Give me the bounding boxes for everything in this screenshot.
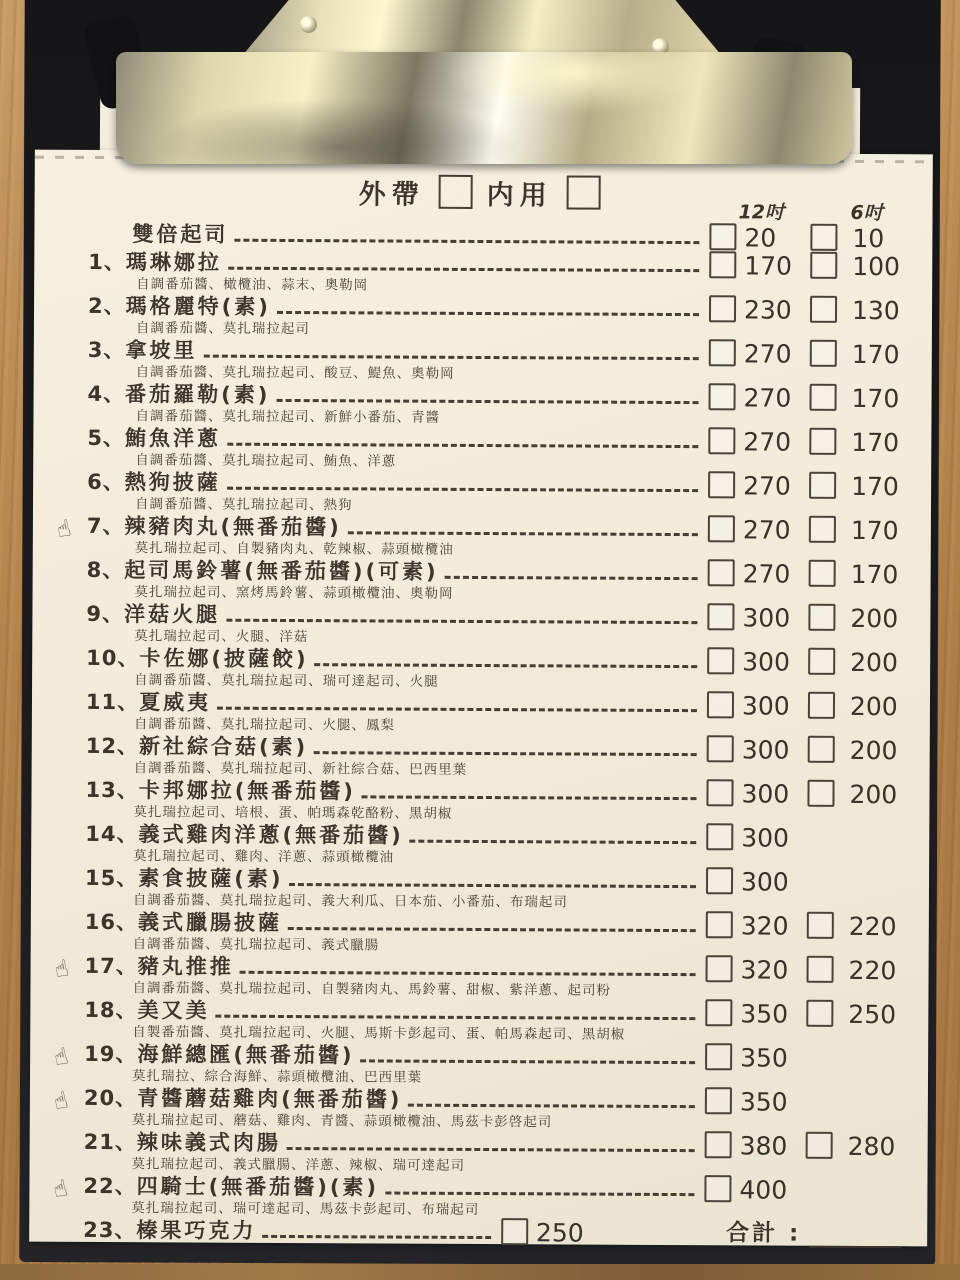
price-6inch: 200 — [849, 691, 898, 722]
item-name: 素食披薩(素) — [138, 866, 284, 891]
item-name: 卡邦娜拉(無番茄醬) — [138, 778, 357, 804]
item-name: 鮪魚洋蔥 — [124, 426, 222, 451]
dash-leader — [203, 355, 698, 361]
item-name-row — [84, 996, 902, 1030]
item-ingredients: 自調番茄醬、莫扎瑞拉起司、火腿、鳳梨 — [133, 716, 395, 734]
dash-leader — [445, 576, 698, 580]
dash-leader — [408, 1104, 695, 1109]
price-12inch: 380 — [739, 1131, 788, 1161]
size12-checkbox[interactable] — [706, 779, 733, 806]
price-12inch: 270 — [742, 559, 791, 589]
price-12inch: 300 — [741, 779, 790, 809]
dash-leader — [234, 239, 699, 244]
item-name-row — [51, 1084, 902, 1117]
extra-name: 雙倍起司 — [132, 222, 229, 247]
size12-checkbox[interactable] — [501, 1218, 528, 1245]
item-name: 辣豬肉丸(無番茄醬) — [124, 514, 342, 540]
size6-checkbox[interactable] — [808, 604, 835, 631]
clip-screw-left — [300, 16, 317, 33]
size12-checkbox[interactable] — [707, 735, 734, 762]
price-12inch: 300 — [742, 647, 790, 677]
size6-checkbox[interactable] — [807, 956, 834, 983]
item-name-row — [87, 380, 906, 414]
menu-item — [84, 864, 903, 912]
price-6inch: 10 — [852, 223, 885, 254]
item-number: 22、 — [83, 1173, 137, 1199]
dash-leader — [315, 663, 698, 668]
menu-item — [51, 1084, 902, 1132]
item-number: 13、 — [85, 777, 139, 803]
item-number: 23、 — [83, 1217, 137, 1243]
clipboard-clip — [116, 52, 852, 164]
size6-checkbox[interactable] — [809, 472, 836, 499]
item-name-row — [86, 644, 904, 678]
size12-checkbox[interactable] — [706, 955, 733, 982]
dash-leader — [410, 840, 697, 845]
size12-checkbox[interactable] — [705, 1043, 732, 1070]
item-number: 7、 — [86, 513, 125, 539]
size12-checkbox[interactable] — [709, 295, 736, 322]
item-number: 18、 — [84, 997, 138, 1023]
menu-item — [87, 336, 906, 384]
price-12inch: 270 — [743, 427, 792, 457]
item-number: 12、 — [85, 733, 140, 759]
item-name-row — [87, 468, 905, 502]
item-name-row — [84, 864, 903, 897]
takeout-label: 外帶 — [358, 178, 425, 211]
size6-checkbox[interactable] — [810, 252, 837, 279]
price-6inch: 170 — [850, 515, 899, 546]
price-6inch: 200 — [849, 779, 898, 810]
item-ingredients: 自調番茄醬、橄欖油、蒜末、奧勒岡 — [136, 276, 369, 294]
price-6inch: 200 — [850, 647, 898, 678]
menu-item — [88, 248, 906, 296]
menu-item — [85, 820, 903, 868]
price-12inch: 400 — [739, 1175, 788, 1205]
menu-content — [29, 164, 933, 1249]
size6-checkbox[interactable] — [809, 428, 836, 455]
item-ingredients: 自調番茄醬、莫扎瑞拉起司、瑞可達起司、火腿 — [134, 672, 439, 690]
menu-item — [86, 600, 904, 648]
item-name: 瑪格麗特(素) — [125, 294, 271, 319]
size6-checkbox[interactable] — [808, 648, 835, 675]
item-number: 3、 — [87, 337, 126, 363]
size6-checkbox[interactable] — [808, 736, 835, 763]
item-number: 21、 — [83, 1129, 137, 1155]
item-name: 熱狗披薩 — [124, 470, 221, 495]
price-6inch: 250 — [848, 999, 897, 1030]
item-number: 4、 — [87, 381, 126, 407]
menu-item — [51, 1040, 902, 1088]
item-name-row — [51, 1040, 902, 1073]
menu-item — [84, 908, 903, 956]
price-12inch: 300 — [740, 867, 789, 897]
menu-item-list — [51, 248, 906, 1248]
thumbs-up-icon: ☝ — [54, 515, 74, 544]
price-6inch: 130 — [851, 295, 900, 326]
item-name-row — [86, 556, 905, 590]
dash-leader — [262, 1235, 491, 1239]
item-name: 美又美 — [137, 998, 210, 1023]
size12-checkbox[interactable] — [707, 647, 734, 674]
item-ingredients: 莫扎瑞拉起司、雞肉、洋蔥、蒜頭橄欖油 — [133, 848, 395, 866]
item-name-row — [87, 336, 906, 370]
item-name-row — [54, 512, 905, 546]
price-6inch: 170 — [851, 339, 900, 370]
item-ingredients: 自調番茄醬、莫扎瑞拉起司、酸豆、鯷魚、奧勒岡 — [135, 364, 455, 382]
price-6inch: 170 — [850, 559, 899, 590]
size-6-header: 6吋 — [850, 201, 883, 225]
price-12inch: 320 — [740, 955, 789, 985]
size6-checkbox[interactable] — [809, 516, 836, 543]
item-name: 洋菇火腿 — [123, 602, 221, 627]
item-name: 卡佐娜(披薩餃) — [139, 646, 309, 672]
item-name-row — [84, 908, 903, 942]
menu-item — [51, 1172, 901, 1220]
size6-checkbox[interactable] — [806, 1000, 833, 1027]
item-name: 辣味義式肉腸 — [136, 1130, 281, 1155]
item-name: 海鮮總匯(無番茄醬) — [137, 1042, 355, 1068]
item-ingredients: 自調番茄醬、莫扎瑞拉起司、自製豬肉丸、馬鈴薯、甜椒、紫洋蔥、起司粉 — [132, 980, 612, 999]
item-name-row — [87, 292, 906, 326]
size6-checkbox[interactable] — [807, 912, 834, 939]
price-12inch: 270 — [742, 515, 791, 545]
dash-leader — [276, 399, 698, 404]
price-12inch: 350 — [739, 1087, 788, 1117]
price-12inch: 20 — [744, 223, 777, 253]
item-name-row — [86, 600, 904, 634]
thumbs-up-icon: ☝ — [51, 1175, 70, 1204]
dash-leader — [288, 927, 696, 932]
item-name-row — [51, 1172, 901, 1205]
size12-checkbox[interactable] — [709, 223, 736, 250]
price-6inch: 170 — [851, 471, 899, 502]
size6-checkbox[interactable] — [809, 560, 836, 587]
item-name-row — [85, 776, 903, 810]
table-wood-edge — [0, 1264, 960, 1280]
item-ingredients: 莫扎瑞拉起司、義式臘腸、洋蔥、辣椒、瑞可達起司 — [131, 1156, 466, 1174]
size12-checkbox[interactable] — [705, 1087, 732, 1114]
item-ingredients: 自調番茄醬、莫扎瑞拉起司、新鮮小番茄、青醬 — [135, 408, 441, 426]
menu-item — [52, 952, 902, 1000]
dash-leader — [289, 883, 696, 888]
menu-item — [87, 424, 905, 472]
dash-leader — [277, 311, 699, 316]
item-name-row — [88, 248, 906, 282]
dash-leader — [240, 971, 696, 976]
item-name-row — [85, 820, 903, 853]
item-ingredients: 自調番茄醬、莫扎瑞拉起司、義式臘腸 — [132, 936, 380, 954]
size6-checkbox[interactable] — [810, 384, 837, 411]
price-12inch: 320 — [740, 911, 789, 941]
menu-item — [87, 468, 905, 516]
price-12inch: 350 — [740, 1043, 788, 1073]
item-name: 豬丸推推 — [137, 954, 234, 979]
item-ingredients: 自調番茄醬、莫扎瑞拉起司、鮪魚、洋蔥 — [135, 452, 397, 470]
size-12-header: 12吋 — [738, 201, 785, 224]
price-12inch: 350 — [740, 999, 789, 1029]
item-name: 義式雞肉洋蔥(無番茄醬) — [138, 822, 404, 848]
item-number: 15、 — [84, 865, 139, 891]
size12-checkbox[interactable] — [707, 603, 734, 630]
menu-item — [84, 996, 902, 1044]
price-12inch: 300 — [741, 823, 790, 853]
dash-leader — [226, 619, 697, 624]
size12-checkbox[interactable] — [709, 251, 736, 278]
dash-leader — [361, 1059, 696, 1064]
size12-checkbox[interactable] — [709, 383, 736, 410]
item-number: 1、 — [88, 249, 126, 275]
size12-checkbox[interactable] — [705, 999, 732, 1026]
size6-checkbox[interactable] — [807, 780, 834, 807]
price-6inch: 170 — [851, 383, 900, 414]
price-6inch: 170 — [851, 427, 900, 458]
item-ingredients: 自調番茄醬、莫扎瑞拉起司 — [135, 320, 310, 338]
price-6inch: 100 — [852, 251, 901, 282]
price-12inch: 270 — [743, 471, 791, 501]
dash-leader — [227, 487, 698, 492]
menu-item — [86, 644, 904, 692]
item-ingredients: 莫扎瑞拉起司、窯烤馬鈴薯、蒜頭橄欖油、奧勒岡 — [134, 584, 454, 602]
item-number: 9、 — [86, 601, 125, 627]
item-number: 16、 — [84, 909, 139, 935]
menu-item — [86, 556, 905, 604]
price-12inch: 300 — [741, 735, 790, 765]
price-12inch: 230 — [743, 295, 792, 325]
item-number: 14、 — [85, 821, 139, 847]
item-number: 20、 — [83, 1085, 138, 1111]
dash-leader — [362, 795, 697, 800]
total-label: 合計 : — [725, 1220, 802, 1247]
size6-checkbox[interactable] — [810, 224, 837, 251]
size12-checkbox[interactable] — [705, 1131, 732, 1158]
item-ingredients: 自調番茄醬、莫扎瑞拉起司、新社綜合菇、巴西里葉 — [133, 760, 468, 778]
item-name: 拿坡里 — [125, 338, 198, 363]
menu-item — [87, 380, 905, 428]
size12-checkbox[interactable] — [708, 559, 735, 586]
total-blank-line[interactable] — [809, 1224, 901, 1248]
item-name: 起司馬鈴薯(無番茄醬)(可素) — [124, 558, 439, 584]
dash-leader — [216, 1015, 696, 1021]
item-number: 10、 — [86, 645, 140, 671]
item-ingredients: 自調番茄醬、莫扎瑞拉起司、熱狗 — [134, 496, 353, 514]
size6-checkbox[interactable] — [806, 1132, 833, 1159]
size12-checkbox[interactable] — [706, 867, 733, 894]
dash-leader — [348, 531, 698, 536]
size6-checkbox[interactable] — [808, 692, 835, 719]
item-ingredients: 莫扎瑞拉起司、瑞可達起司、馬茲卡彭起司、布瑞起司 — [131, 1200, 480, 1218]
price-12inch: 270 — [743, 339, 792, 369]
menu-order-sheet — [29, 150, 933, 1247]
item-ingredients: 莫扎瑞拉起司、蘑菇、雞肉、青醬、蒜頭橄欖油、馬茲卡彭啓起司 — [131, 1112, 553, 1131]
size12-checkbox[interactable] — [708, 515, 735, 542]
dash-leader — [217, 707, 697, 713]
dash-leader — [227, 443, 698, 448]
size6-checkbox[interactable] — [810, 340, 837, 367]
price-6inch: 280 — [847, 1131, 896, 1162]
item-name: 義式臘腸披薩 — [137, 910, 283, 935]
size12-checkbox[interactable] — [706, 823, 733, 850]
thumbs-up-icon: ☝ — [52, 955, 72, 984]
price-6inch: 220 — [848, 911, 897, 942]
dinein-label: 内用 — [486, 179, 553, 211]
price-6inch: 200 — [850, 603, 899, 634]
item-name: 夏威夷 — [139, 690, 212, 715]
item-number: 6、 — [87, 469, 125, 495]
dash-leader — [287, 1147, 695, 1152]
item-number: 19、 — [84, 1041, 138, 1067]
size12-checkbox[interactable] — [709, 339, 736, 366]
price-12inch: 270 — [743, 383, 792, 413]
dash-leader — [228, 267, 699, 272]
item-name-row — [87, 424, 905, 458]
price-12inch: 250 — [535, 1218, 584, 1248]
item-number: 8、 — [86, 557, 125, 583]
item-ingredients: 自調番茄醬、莫扎瑞拉起司、義大利瓜、日本茄、小番茄、布瑞起司 — [132, 892, 568, 911]
price-12inch: 300 — [741, 691, 790, 721]
item-number: 11、 — [85, 689, 140, 715]
dash-leader — [385, 1192, 694, 1197]
size12-checkbox[interactable] — [707, 691, 734, 718]
item-ingredients: 自製番茄醬、莫扎瑞拉起司、火腿、馬斯卡彭起司、蛋、帕馬森起司、黑胡椒 — [132, 1024, 626, 1043]
item-name: 榛果巧克力 — [136, 1218, 257, 1243]
item-name-row — [85, 732, 904, 766]
menu-item — [85, 732, 904, 780]
thumbs-up-icon: ☝ — [51, 1043, 71, 1072]
menu-item — [87, 292, 906, 340]
menu-item — [83, 1128, 902, 1176]
size12-checkbox[interactable] — [706, 911, 733, 938]
item-name: 新社綜合菇(素) — [138, 734, 309, 760]
item-name-row — [85, 688, 904, 722]
item-number: 5、 — [87, 425, 126, 451]
item-name: 瑪琳娜拉 — [125, 250, 222, 275]
item-ingredients: 莫扎瑞拉起司、火腿、洋菇 — [134, 628, 309, 646]
item-number: 17、 — [84, 953, 138, 979]
size12-checkbox[interactable] — [704, 1175, 731, 1202]
size12-checkbox[interactable] — [708, 427, 735, 454]
item-name: 四騎士(無番茄醬)(素) — [136, 1174, 380, 1200]
item-ingredients: 莫扎瑞拉起司、培根、蛋、帕瑪森乾酪粉、黑胡椒 — [133, 804, 453, 822]
menu-item — [85, 776, 903, 824]
price-12inch: 300 — [742, 603, 791, 633]
price-6inch: 200 — [849, 735, 898, 766]
dash-leader — [314, 751, 697, 756]
price-6inch: 220 — [848, 955, 897, 986]
size6-checkbox[interactable] — [810, 296, 837, 323]
menu-item — [85, 688, 904, 736]
total-group — [726, 1214, 901, 1248]
item-name: 番茄羅勒(素) — [125, 382, 271, 407]
item-name: 青醬蘑菇雞肉(無番茄醬) — [137, 1086, 403, 1112]
item-name-row — [83, 1216, 901, 1248]
size12-checkbox[interactable] — [708, 471, 735, 498]
menu-item — [83, 1216, 901, 1248]
item-number: 2、 — [87, 293, 126, 319]
thumbs-up-icon: ☝ — [51, 1087, 71, 1116]
item-name-row — [52, 952, 903, 986]
menu-item — [54, 512, 905, 560]
price-12inch: 170 — [744, 251, 793, 281]
item-ingredients: 莫扎瑞拉、綜合海鮮、蒜頭橄欖油、巴西里葉 — [131, 1068, 423, 1086]
item-name-row — [83, 1128, 902, 1162]
item-ingredients: 莫扎瑞拉起司、自製豬肉丸、乾辣椒、蒜頭橄欖油 — [134, 540, 454, 558]
